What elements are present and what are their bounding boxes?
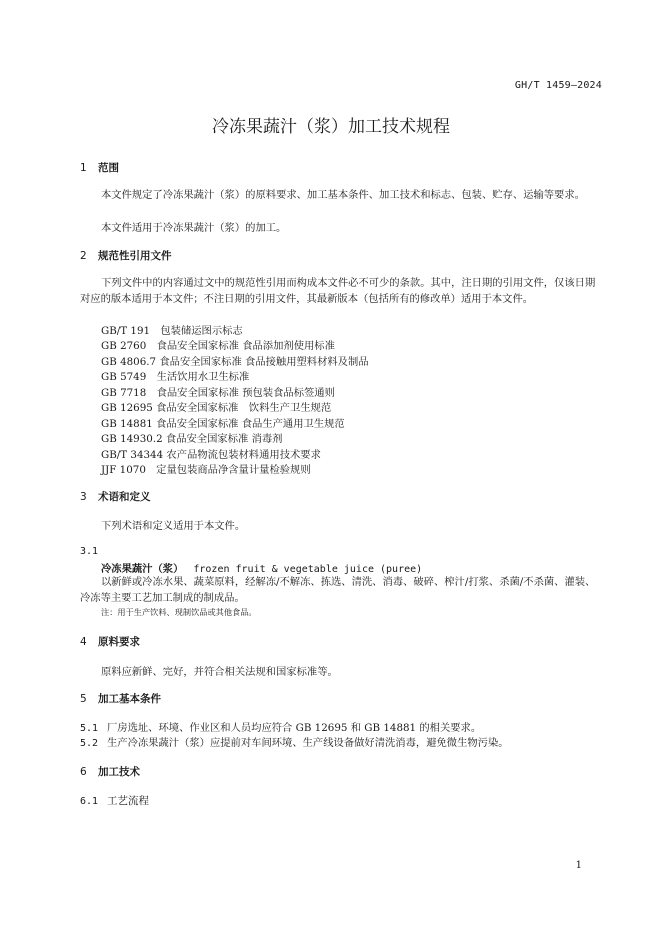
section-6-title: 加工技术 <box>98 766 140 778</box>
section-3-intro-paragraph: 下列术语和定义适用于本文件。 <box>101 520 246 532</box>
term-entry <box>101 560 422 575</box>
section-4-paragraph: 原料应新鲜、完好，并符合相关法规和国家标准等。 <box>101 666 338 678</box>
section-1-applicability-paragraph: 本文件适用于冷冻果蔬汁（浆）的加工。 <box>101 222 287 234</box>
clause-5-2-number: 5.2 <box>80 738 99 749</box>
page-number: 1 <box>575 860 582 871</box>
section-2-heading <box>80 248 172 263</box>
clause-5-2-text: 生产冷冻果蔬汁（浆）应提前对车间环境、生产线设备做好清洗消毒，避免微生物污染。 <box>107 737 509 749</box>
section-4-title: 原料要求 <box>98 636 140 648</box>
reference-item: GB 2760 食品安全国家标准 食品添加剂使用标准 <box>101 340 335 352</box>
document-title: 冷冻果蔬汁（浆）加工技术规程 <box>212 117 450 137</box>
clause-5-1 <box>80 719 481 734</box>
section-1-title: 范围 <box>98 162 119 174</box>
section-2-number: 2 <box>80 250 87 262</box>
term-number: 3.1 <box>80 546 99 557</box>
reference-item: JJF 1070 定量包装商品净含量计量检验规则 <box>101 464 311 476</box>
section-6-number: 6 <box>80 766 87 778</box>
standard-number: GH/T 1459—2024 <box>514 80 602 91</box>
section-5-heading <box>80 691 161 706</box>
section-3-heading <box>80 489 151 504</box>
section-4-number: 4 <box>80 636 87 648</box>
subsection-6-1-title: 工艺流程 <box>107 795 149 807</box>
section-5-title: 加工基本条件 <box>98 693 161 705</box>
clause-5-1-text: 厂房选址、环境、作业区和人员均应符合 GB 12695 和 GB 14881 的相关要求。 <box>107 722 482 734</box>
section-1-heading <box>80 160 119 175</box>
clause-5-1-number: 5.1 <box>80 723 99 734</box>
section-2-intro-paragraph: 下列文件中的内容通过文中的规范性引用而构成本文件必不可少的条款。其中，注日期的引用文件，仅该日期对应的版本适用于本文件；不注日期的引用文件，其最新版本（包括所有的修改单）适用于本文件。 <box>80 277 596 305</box>
term-definition: 以新鲜或冷冻水果、蔬菜原料，经解冻/不解冻、拣选、清洗、消毒、破碎、榨汁/打浆、杀菌/不杀菌、灌装、冷冻等主要工艺加工制成的制成品。 <box>80 576 596 604</box>
section-5-number: 5 <box>80 693 87 705</box>
clause-5-2 <box>80 734 509 749</box>
section-3-title: 术语和定义 <box>98 491 151 503</box>
reference-item: GB/T 34344 农产品物流包装材料通用技术要求 <box>101 449 321 461</box>
term-english: frozen fruit & vegetable juice (puree) <box>193 564 423 575</box>
section-3-number: 3 <box>80 491 87 503</box>
reference-item: GB 5749 生活饮用水卫生标准 <box>101 371 250 383</box>
section-6-heading <box>80 764 140 779</box>
section-4-heading <box>80 634 140 649</box>
term-note: 注：用于生产饮料、现制饮品或其他食品。 <box>101 607 257 617</box>
section-1-number: 1 <box>80 162 87 174</box>
subsection-6-1-heading <box>80 793 149 808</box>
reference-item: GB 14881 食品安全国家标准 食品生产通用卫生规范 <box>101 418 345 430</box>
subsection-6-1-number: 6.1 <box>80 796 99 807</box>
reference-item: GB 14930.2 食品安全国家标准 消毒剂 <box>101 433 283 445</box>
reference-item: GB 7718 食品安全国家标准 预包装食品标签通则 <box>101 387 335 399</box>
reference-item: GB 12695 食品安全国家标准 饮料生产卫生规范 <box>101 402 332 414</box>
reference-item: GB 4806.7 食品安全国家标准 食品接触用塑料材料及制品 <box>101 356 369 368</box>
reference-item: GB/T 191 包装储运图示标志 <box>101 325 243 337</box>
term-chinese: 冷冻果蔬汁（浆） <box>101 563 184 575</box>
section-2-title: 规范性引用文件 <box>98 250 172 262</box>
section-1-scope-paragraph: 本文件规定了冷冻果蔬汁（浆）的原料要求、加工基本条件、加工技术和标志、包装、贮存、运输等要求。 <box>101 189 585 201</box>
